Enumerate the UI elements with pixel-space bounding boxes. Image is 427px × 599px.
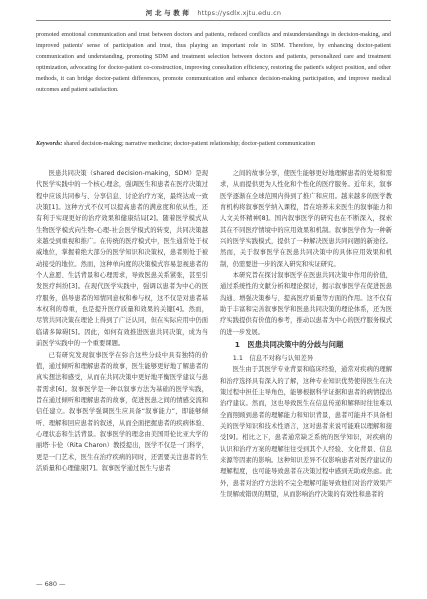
- paragraph: 本研究旨在探讨叙事医学在医患共同决策中作用的价值，通过系统性的文献分析和理论探讨，揭示叙事医学在促进医患沟通、增强决策参与、提高医疗质量等方面的作用。这不仅有助于丰富和完善叙事医学和医患共同决策的理论体系，还为医疗实践提供有价值的参考，推动以患者为中心的医疗服务模式的进一步发展。: [220, 272, 392, 336]
- keywords-block: [36, 139, 391, 149]
- subsection-heading: 1.1 信息不对称与认知差异: [232, 354, 314, 363]
- page-number: — 680 —: [36, 580, 66, 588]
- paragraph: 之间的故事分享，使医生能够更好地理解患者的处境和需求，从而提供更为人性化和个性化的医疗服务。近年来，叙事医学逐渐在全球范围内得到了推广和应用。越来越多的医学教育机构将叙事医学纳入课程，旨在培养未来医生的叙事能力和人文关怀精神[8]。国内叙事医学的研究也在不断深入，探索其在不同医疗情境中的应用效果和机制。叙事医学作为一种新兴的医学实践模式，提供了一种解决医患共同问题的新途径。然而，关于叙事医学在医患共同决策中的具体应用效果和机制，仍需要进一步的深入研究和实证研究。: [220, 170, 392, 268]
- running-header: [0, 8, 427, 17]
- section-heading: 1 医患共同决策中的分歧与问题: [234, 340, 344, 350]
- right-column: [220, 168, 392, 500]
- left-column: [36, 168, 208, 474]
- paragraph: 已有研究发现叙事医学在弥合这些分歧中具有独特的价值，通过倾听和理解患者的故事，医生能够更好地了解患者的真实想法和感受，从而在共同决策中更好地平衡医学建议与患者需求[6]。叙事医学是一种以叙事方法为基础的医学实践，旨在通过倾听和理解患者的故事，促进医患之间的情感交流和信任建立。叙事医学强调医生应具备“叙事能力”，即能够倾听、理解和回应患者的叙述，从而全面把握患者的疾病体验、心理状态和生活背景。叙事医学的理念由美国哥伦比亚大学的丽塔·卡伦（Rita Charon）教授提出，医学不仅是一门科学，更是一门艺术，医生在治疗疾病的同时，还需要关注患者的生活质量和心理健康[7]。叙事医学通过医生与患者: [36, 351, 208, 472]
- paragraph: 医生由于其医学专业背景和临床经验，通常对疾病的理解和治疗选择具有深入的了解，这种专业知识优势使得医生在决策过程中担任主导角色，能够根据科学证据和患者的病情提出治疗建议。然而，这也导致医生在信息传递和解释时往往难以全面照顾到患者的理解能力和知识背景，患者可能并不具备相关的医学知识和技术性语言，这对患者来说可能难以理解和接受[9]。相比之下，患者通常缺乏系统的医学知识，对疾病的认识和治疗方案的理解往往受到其个人经验、文化背景、信息来源等因素的影响。这种知识差异不仅影响患者对医疗建议的理解程度，也可能导致患者在决策过程中感到无助或焦虑。此外，患者对治疗方法的不完全理解可能导致他们对治疗效果产生误解或错误的期望，从而影响治疗决策的有效性和患者的: [220, 366, 392, 498]
- journal-url[interactable]: https://ysdlx.xjtu.edu.cn: [197, 9, 282, 17]
- keywords-text: shared decision-making; narrative medicine; doctor-patient relationship; doctor-patient communication: [63, 141, 315, 147]
- journal-name: 河 北 与 教 师: [145, 9, 190, 17]
- paragraph: 医患共同决策（shared decision-making，SDM）是现代医学实践中的一个核心理念，强调医生和患者在医疗决策过程中应该共同参与、分享信息、讨论治疗方案，最终达成一致决策[1]。这种方式不仅可以提高患者的满意度和依从性，还有利于实现更好的治疗效果和健康结局[2]。随着医学模式从生物医学模式向生物-心理-社会医学模式的转变，共同决策越来越受到重视和推广。在传统的医疗模式中，医生通常处于权威地位，掌握着绝大部分的医学知识和决策权，患者则处于被动接受的地位。然而，这种单向度的决策模式容易忽视患者的个人意愿、生活背景和心理需求，导致医患关系紧张，甚至引发医疗纠纷[3]。在现代医学实践中，强调以患者为中心的医疗服务，倡导患者的知情同意权和参与权，这不仅是对患者基本权利的尊重，也是提升医疗质量和效果的关键[4]。然而，尽管共同决策在理论上得到了广泛认同，但在实际应用中仍面临诸多障碍[5]。因此，如何有效推进医患共同决策，成为当前医学实践中的一个重要课题。: [36, 170, 208, 348]
- header-divider: [36, 20, 391, 21]
- keywords-label: Keywords:: [36, 141, 63, 147]
- abstract-english: promoted emotional communication and trust between doctors and patients, reduced conflicts and misunderstandings in decision-making, and improved patients' sense of participation and trust, thus playing an important role in SDM. Therefore, by enhancing doctor-patient communication and understanding, promoting SDM and treatment selection between doctors and patients, personalized care and treatment optimization, advocating for doctor-patient co-construction, improving consultation efficiency, restoring the patient's subject position, and other methods, it can bridge doctor-patient differences, promote communication and enhance decision-making participation, and improve medical outcomes and patient satisfaction.: [36, 32, 391, 93]
